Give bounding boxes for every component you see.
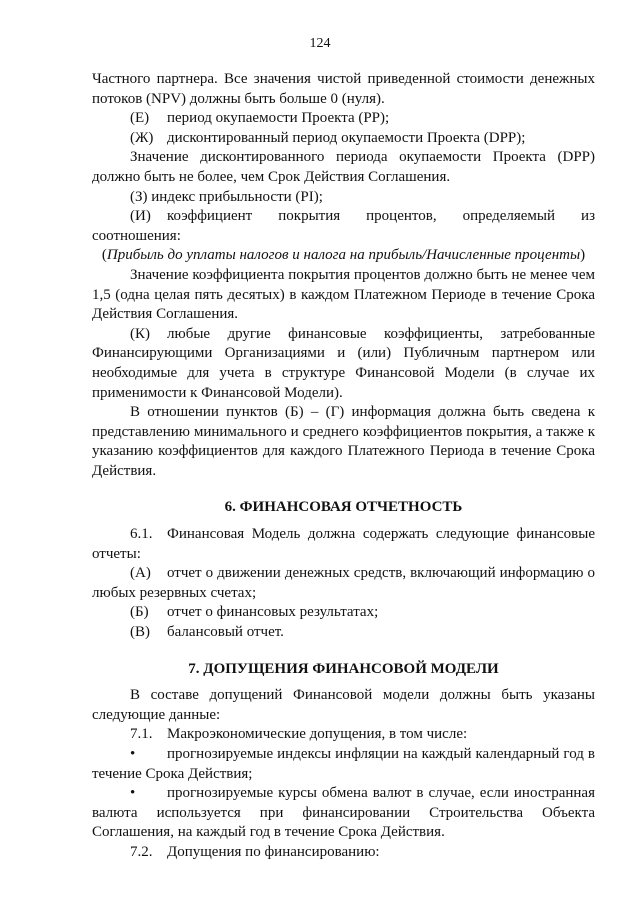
- page-number: 124: [309, 36, 331, 51]
- paragraph-section7-intro: В составе допущений Финансовой модели должны быть указаны следующие данные:: [92, 687, 595, 723]
- bullet-item-exchange-rates: [92, 784, 595, 843]
- item-marker: 7.1.: [130, 726, 153, 743]
- section-heading-7: 7. ДОПУЩЕНИЯ ФИНАНСОВОЙ МОДЕЛИ: [188, 660, 499, 677]
- item-text: отчет о финансовых результатах;: [167, 604, 379, 621]
- list-item-e: [92, 109, 595, 129]
- item-text: прогнозируемые курсы обмена валют в случае, если иностранная валюта используется при финансировании Строительства Объекта Соглашения, на каждый год в течение Срока Действия.: [92, 785, 595, 841]
- list-item-k: [92, 325, 595, 403]
- item-text: дисконтированный период окупаемости Проекта (DPP);: [167, 129, 526, 146]
- paragraph-coverage-note: Значение коэффициента покрытия процентов должно быть не менее чем 1,5 (одна целая пять десятых) в каждом Платежном Периоде в течение Срока Действия Соглашения.: [92, 266, 595, 323]
- item-marker: 7.2.: [130, 843, 153, 860]
- list-item-z: (З) индекс прибыльности (PI);: [130, 188, 323, 205]
- list-item-a: [92, 564, 595, 603]
- item-text: Допущения по финансированию:: [167, 843, 380, 860]
- item-marker: (И): [130, 208, 151, 225]
- list-item-v: [92, 623, 595, 643]
- bullet-item-inflation: [92, 745, 595, 784]
- paragraph-6-1: [92, 525, 595, 564]
- paragraph-7-1: [92, 725, 595, 745]
- item-text: Макроэкономические допущения, в том числе:: [167, 726, 468, 743]
- item-text: период окупаемости Проекта (PP);: [167, 110, 390, 127]
- paragraph-dpp-note: Значение дисконтированного периода окупаемости Проекта (DPP) должно быть не более, чем Срок Действия Соглашения.: [92, 149, 595, 185]
- item-text: любые другие финансовые коэффициенты, затребованные Финансирующими Организациями и (или) Публичным партнером или необходимые для учета в структуре Финансовой Модели (в случае их применимости к Финансовой Модели).: [92, 325, 595, 401]
- paragraph-b-g-note: В отношении пунктов (Б) – (Г) информация должна быть сведена к представлению минимального и среднего коэффициентов покрытия, а также к указанию коэффициентов для каждого Платежного Периода в течение Срока Действия.: [92, 404, 595, 479]
- item-marker: (В): [130, 624, 150, 641]
- item-marker: (Б): [130, 604, 149, 621]
- formula-close-paren: ): [580, 247, 586, 264]
- item-text: Финансовая Модель должна содержать следующие финансовые отчеты:: [92, 526, 595, 562]
- section-heading-6: 6. ФИНАНСОВАЯ ОТЧЕТНОСТЬ: [224, 499, 463, 516]
- bullet-icon: •: [130, 785, 136, 802]
- item-text: балансовый отчет.: [167, 624, 284, 641]
- item-text: прогнозируемые индексы инфляции на каждый календарный год в течение Срока Действия;: [92, 746, 595, 782]
- list-item-i: [92, 207, 595, 246]
- item-marker: (Е): [130, 110, 150, 127]
- paragraph-7-2: [92, 843, 595, 863]
- list-item-b: [92, 603, 595, 623]
- formula-body: Прибыль до уплаты налогов и налога на прибыль/Начисленные проценты: [106, 247, 581, 264]
- item-marker: (К): [130, 325, 150, 342]
- item-marker: 6.1.: [130, 526, 153, 543]
- formula: [92, 246, 595, 266]
- list-item-zh: [92, 129, 595, 149]
- bullet-icon: •: [130, 746, 136, 762]
- paragraph-npv: Частного партнера. Все значения чистой приведенной стоимости денежных потоков (NPV) должны быть больше 0 (нуля).: [92, 71, 595, 107]
- item-marker: (А): [130, 565, 151, 582]
- page-content: [92, 70, 595, 863]
- item-text: отчет о движении денежных средств, включающий информацию о любых резервных счетах;: [92, 565, 595, 601]
- item-marker: (Ж): [130, 129, 154, 146]
- formula-open-paren: (: [101, 247, 107, 264]
- item-text: коэффициент покрытия процентов, определяемый из соотношения:: [92, 208, 595, 244]
